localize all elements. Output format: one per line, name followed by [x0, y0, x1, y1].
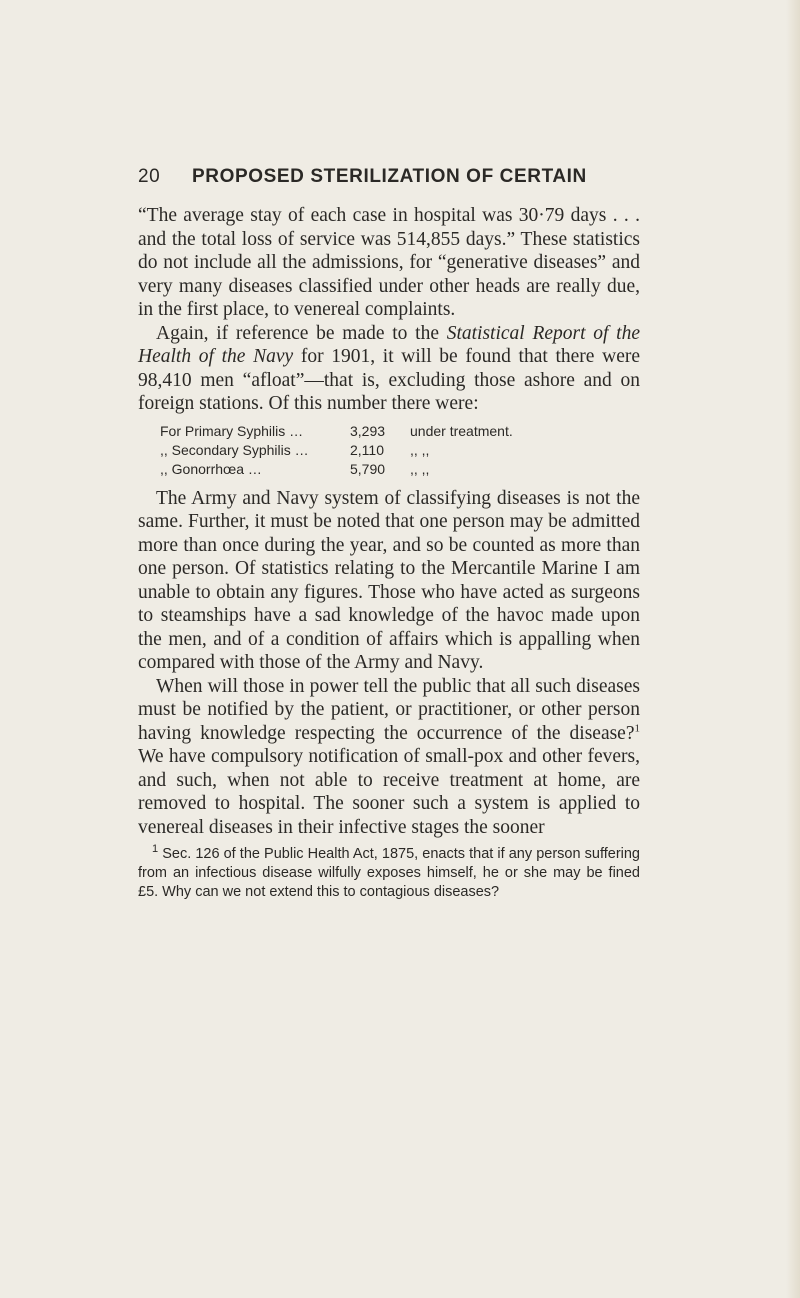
paragraph-2-pre: Again, if reference be made to the	[156, 322, 447, 344]
stat-value: 2,110	[350, 441, 384, 458]
paragraph-4-post: We have compulsory notification of small-pox and other fevers, and such, when not able to receive treatment at home, are removed to hospital. The sooner such a system is applied to venereal diseases in their infective stages the sooner	[138, 746, 640, 838]
running-header	[138, 166, 678, 194]
stat-label: ,, Secondary Syphilis …	[160, 441, 309, 458]
paragraph-4-pre: When will those in power tell the public that all such diseases must be notified by the patient, or practitioner, or other person having knowledge respecting the occurrence of the disease?	[138, 675, 640, 744]
page-number: 20	[138, 166, 161, 187]
paragraph-3: The Army and Navy system of classifying diseases is not the same. Further, it must be noted that one person may be admitted more than once during the year, and so be counted as more than one person. Of statistics relating to the Mercantile Marine I am unable to obtain any figures. Those who have acted as surgeons to steamships have a sad knowledge of the havoc made upon the men, and of a condition of affairs which is appalling when compared with those of the Army and Navy.	[138, 487, 640, 673]
stat-note: under treatment.	[410, 422, 513, 439]
stat-label: ,, Gonorrhœa …	[160, 460, 262, 477]
table-row	[160, 441, 640, 460]
paragraph-1: “The average stay of each case in hospital was 30·79 days . . . and the total loss of service was 514,855 days.” These statistics do not include all the admissions, for “generative diseases” and very many diseases classified under other heads are really due, in the first place, to venereal complaints.	[138, 205, 640, 320]
table-row	[160, 422, 640, 441]
stat-value: 3,293	[350, 422, 386, 439]
footnote-reference: 1	[634, 722, 640, 734]
footnote-marker: 1	[152, 843, 159, 856]
statistics-table	[160, 422, 640, 479]
stat-value: 5,790	[350, 460, 386, 477]
paragraph-2-post: for 1901, it will be found that there were 98,410 men “afloat”—that is, excluding those ashore and on foreign stations. Of this number there were:	[138, 346, 640, 414]
running-title: PROPOSED STERILIZATION OF CERTAIN	[192, 166, 587, 187]
footnote-text: Sec. 126 of the Public Health Act, 1875, enacts that if any person suffering from an infectious disease wilfully exposes himself, he or she may be fined £5. Why can we not extend this to contagious diseases?	[138, 846, 640, 900]
body-text	[138, 204, 640, 917]
table-row	[160, 460, 640, 479]
paragraph-2	[138, 322, 640, 416]
footnote	[138, 845, 640, 902]
stat-note: ,, ,,	[410, 460, 430, 477]
report-title: Statistical Report of the Health of the Navy	[138, 322, 640, 367]
page-edge	[786, 0, 800, 1298]
stat-note: ,, ,,	[410, 441, 430, 458]
stat-label: For Primary Syphilis …	[160, 422, 304, 439]
paragraph-4	[138, 675, 640, 840]
